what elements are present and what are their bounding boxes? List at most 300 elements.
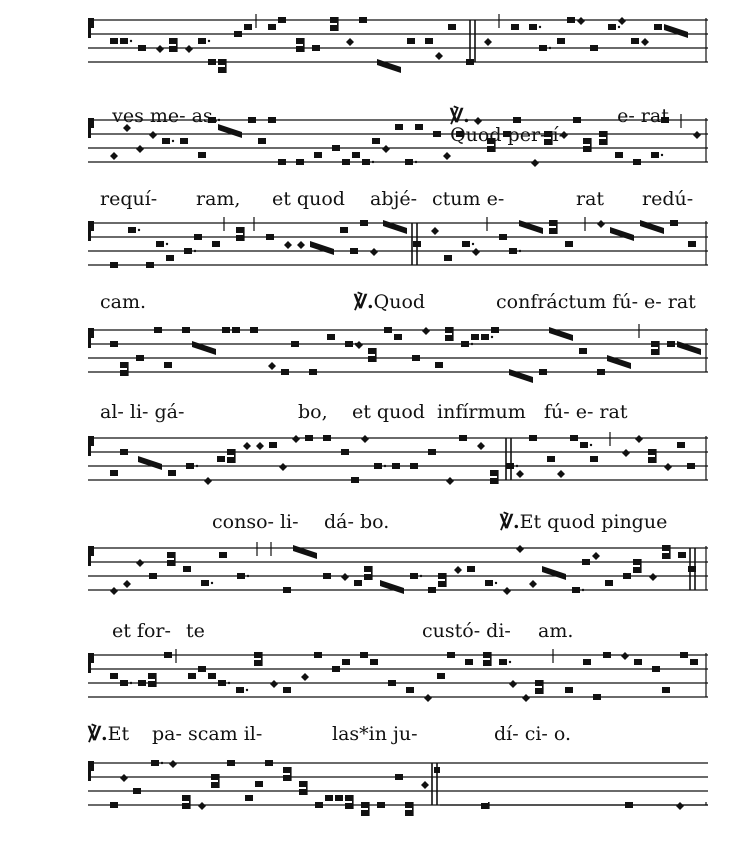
neume-square xyxy=(148,673,156,679)
lyric-syllable: ves me- as. xyxy=(112,105,219,127)
neume-square xyxy=(499,659,507,665)
lyric-syl xyxy=(544,403,627,422)
neume-square xyxy=(136,355,144,361)
neume-rhombus xyxy=(361,435,369,443)
neume-square xyxy=(597,369,605,375)
neume-square xyxy=(362,159,370,165)
neume-square xyxy=(428,449,436,455)
lyric-syllable: requí- xyxy=(100,188,158,210)
neume-dot xyxy=(491,336,493,338)
neume-porrectus xyxy=(640,220,664,234)
neume-dot xyxy=(549,47,551,49)
neume-square xyxy=(194,234,202,240)
lyric-syllable: dá- bo. xyxy=(324,511,390,533)
neume-square xyxy=(539,45,547,51)
neume-square xyxy=(299,789,307,795)
neume-rhombus xyxy=(516,470,524,478)
neume-rhombus xyxy=(346,38,354,46)
neume-square xyxy=(360,220,368,226)
neume-dot xyxy=(228,682,230,684)
neume-square xyxy=(110,262,118,268)
neume-porrectus xyxy=(664,24,688,38)
neume-square xyxy=(244,24,252,30)
neume-square xyxy=(633,559,641,565)
neume-square xyxy=(217,456,225,462)
neume-square xyxy=(481,803,489,809)
neume-stem xyxy=(189,795,191,809)
clef-mark xyxy=(88,221,94,231)
clef-stem xyxy=(88,128,91,138)
neume-stem xyxy=(174,552,176,566)
neume-square xyxy=(648,457,656,463)
neume-dot xyxy=(130,682,132,684)
neume-square xyxy=(485,580,493,586)
neume-dot xyxy=(161,762,163,764)
versicle-symbol: ℣. xyxy=(450,105,470,127)
neume-square xyxy=(218,680,226,686)
neume-square xyxy=(325,795,333,801)
neume-dot xyxy=(661,154,663,156)
neume-square xyxy=(283,687,291,693)
neume-rhombus xyxy=(618,17,626,25)
neume-porrectus xyxy=(607,355,631,369)
lyric-syllable: et quod xyxy=(272,188,345,210)
neume-porrectus xyxy=(677,341,701,355)
neume-square xyxy=(341,449,349,455)
neume-rhombus xyxy=(557,470,565,478)
neume-square xyxy=(392,463,400,469)
neume-rhombus xyxy=(110,587,118,595)
neume-dot xyxy=(172,140,174,142)
lyric-syllable: et for- xyxy=(112,620,171,642)
neume-square xyxy=(410,463,418,469)
neume-square xyxy=(120,362,128,368)
neume-rhombus xyxy=(256,442,264,450)
neume-stem xyxy=(306,781,308,795)
neume-dot xyxy=(130,40,132,42)
lyric-line-1 xyxy=(100,88,219,126)
lyric-syllable: Quod xyxy=(373,291,426,313)
neume-rhombus xyxy=(531,159,539,167)
neume-square xyxy=(678,552,686,558)
neume-square xyxy=(340,227,348,233)
neume-square xyxy=(361,802,369,808)
neume-rhombus xyxy=(529,580,537,588)
neume-square xyxy=(384,327,392,333)
lyric-syllable: am. xyxy=(538,620,574,642)
lyric-syllable: custó- di- xyxy=(422,620,511,642)
neume-square xyxy=(208,59,216,65)
neume-rhombus xyxy=(597,220,605,228)
neume-square xyxy=(180,138,188,144)
neume-stem xyxy=(290,767,292,781)
neume-square xyxy=(332,145,340,151)
neume-rhombus xyxy=(693,131,701,139)
neume-rhombus xyxy=(270,680,278,688)
neume-square xyxy=(236,227,244,233)
neume-square xyxy=(583,146,591,152)
neume-square xyxy=(406,687,414,693)
neume-square xyxy=(428,587,436,593)
lyric-syllable: fú- e- rat xyxy=(544,401,628,423)
neume-stem xyxy=(452,327,454,341)
neume-square xyxy=(491,327,499,333)
neume-square xyxy=(186,463,194,469)
neume-square xyxy=(314,652,322,658)
neume-square xyxy=(582,559,590,565)
lyric-syl xyxy=(437,403,526,422)
neume-square xyxy=(583,138,591,144)
neume-square xyxy=(283,767,291,773)
neume-dot xyxy=(420,575,422,577)
neume-square xyxy=(444,255,452,261)
neume-rhombus xyxy=(169,760,177,768)
neume-square xyxy=(437,673,445,679)
neume-square xyxy=(236,235,244,241)
neume-square xyxy=(579,348,587,354)
neume-square xyxy=(481,334,489,340)
neume-square xyxy=(258,138,266,144)
neume-porrectus xyxy=(138,456,162,470)
neume-square xyxy=(327,334,335,340)
neume-porrectus xyxy=(509,369,533,383)
neume-square xyxy=(438,573,446,579)
neume-square xyxy=(227,760,235,766)
neume-square xyxy=(445,335,453,341)
clef-mark xyxy=(88,436,94,446)
neume-stem xyxy=(640,559,642,573)
neume-square xyxy=(360,652,368,658)
neume-square xyxy=(565,241,573,247)
neume-square xyxy=(506,463,514,469)
neume-stem xyxy=(490,652,492,666)
neume-square xyxy=(182,795,190,801)
neume-square xyxy=(120,449,128,455)
lyric-syl xyxy=(100,190,157,209)
neume-square xyxy=(633,567,641,573)
neume-square xyxy=(662,545,670,551)
neume-square xyxy=(309,369,317,375)
neume-square xyxy=(278,159,286,165)
clef-mark xyxy=(88,546,94,556)
neume-rhombus xyxy=(292,435,300,443)
neume-square xyxy=(364,574,372,580)
clef-stem xyxy=(88,338,91,348)
neume-stem xyxy=(368,802,370,816)
neume-rhombus xyxy=(446,477,454,485)
neume-rhombus xyxy=(370,248,378,256)
neume-square xyxy=(354,580,362,586)
neume-dot xyxy=(472,243,474,245)
neume-square xyxy=(296,46,304,52)
lyric-syllable: et quod xyxy=(352,401,425,423)
neume-rhombus xyxy=(110,152,118,160)
lyric-syllable: ram, xyxy=(196,188,241,210)
neume-square xyxy=(352,152,360,158)
neume-rhombus xyxy=(676,802,684,810)
lyric-syllable: Et xyxy=(107,723,130,745)
neume-porrectus xyxy=(383,220,407,234)
neume-rhombus xyxy=(641,38,649,46)
neume-square xyxy=(323,573,331,579)
neume-square xyxy=(483,652,491,658)
neume-square xyxy=(296,159,304,165)
neume-square xyxy=(146,262,154,268)
neume-square xyxy=(465,659,473,665)
neume-rhombus xyxy=(516,545,524,553)
neume-rhombus xyxy=(477,442,485,450)
lyric-syl xyxy=(100,293,146,312)
lyric-syl xyxy=(494,725,571,744)
neume-dot xyxy=(519,250,521,252)
neume-square xyxy=(405,802,413,808)
neume-porrectus xyxy=(519,220,543,234)
neume-rhombus xyxy=(149,131,157,139)
neume-rhombus xyxy=(484,38,492,46)
neume-rhombus xyxy=(577,17,585,25)
neume-square xyxy=(405,159,413,165)
neume-stem xyxy=(371,566,373,580)
neume-rhombus xyxy=(664,463,672,471)
neume-square xyxy=(232,327,240,333)
neume-square xyxy=(208,673,216,679)
clef-stem xyxy=(88,556,91,566)
neume-stem xyxy=(590,138,592,152)
neume-stem xyxy=(412,802,414,816)
neume-square xyxy=(120,38,128,44)
neume-square xyxy=(350,248,358,254)
lyric-syl xyxy=(432,190,504,209)
neume-porrectus xyxy=(377,59,401,73)
neume-square xyxy=(138,45,146,51)
neume-rhombus xyxy=(649,573,657,581)
neume-rhombus xyxy=(522,694,530,702)
neume-stem xyxy=(606,131,608,145)
neume-square xyxy=(166,255,174,261)
neume-square xyxy=(198,666,206,672)
neume-square xyxy=(164,652,172,658)
neume-square xyxy=(651,152,659,158)
neume-square xyxy=(631,38,639,44)
neume-square xyxy=(570,435,578,441)
neume-dot xyxy=(618,26,620,28)
neume-stem xyxy=(658,341,660,355)
neume-square xyxy=(603,652,611,658)
neume-rhombus xyxy=(503,587,511,595)
neume-square xyxy=(182,803,190,809)
neume-square xyxy=(222,327,230,333)
neume-dot xyxy=(246,689,248,691)
neume-dot xyxy=(539,26,541,28)
versicle-symbol: ℣. xyxy=(354,291,374,313)
neume-square xyxy=(351,477,359,483)
neume-square xyxy=(218,67,226,73)
neume-square xyxy=(590,456,598,462)
neume-rhombus xyxy=(621,652,629,660)
neume-square xyxy=(345,795,353,801)
neume-square xyxy=(459,435,467,441)
lyric-syl xyxy=(500,513,667,532)
lyric-syllable: cam. xyxy=(100,291,147,313)
neume-square xyxy=(211,782,219,788)
neume-dot xyxy=(196,465,198,467)
clef-stem xyxy=(88,28,91,38)
clef-stem xyxy=(88,231,91,241)
neume-square xyxy=(167,560,175,566)
neume-dot xyxy=(211,582,213,584)
lyric-syllable: ctum e- xyxy=(432,188,505,210)
lyric-syl xyxy=(422,622,511,641)
neume-rhombus xyxy=(198,802,206,810)
neume-rhombus xyxy=(297,241,305,249)
neume-square xyxy=(687,463,695,469)
lyric-syl xyxy=(642,190,693,209)
neume-square xyxy=(268,117,276,123)
neume-square xyxy=(312,45,320,51)
lyric-syl xyxy=(152,725,262,744)
neume-rhombus xyxy=(635,435,643,443)
clef-mark xyxy=(88,118,94,128)
neume-square xyxy=(183,566,191,572)
neume-square xyxy=(623,573,631,579)
neume-square xyxy=(461,341,469,347)
neume-square xyxy=(529,435,537,441)
neume-square xyxy=(670,220,678,226)
neume-square xyxy=(168,470,176,476)
neume-square xyxy=(151,760,159,766)
neume-rhombus xyxy=(454,566,462,574)
neume-rhombus xyxy=(120,774,128,782)
lyric-syllable: Quod per- í- xyxy=(450,124,565,146)
neume-square xyxy=(268,24,276,30)
neume-rhombus xyxy=(284,241,292,249)
neume-square xyxy=(599,131,607,137)
neume-dot xyxy=(509,661,511,663)
neume-square xyxy=(156,241,164,247)
lyric-syl xyxy=(212,513,299,532)
neume-square xyxy=(361,810,369,816)
neume-square xyxy=(211,774,219,780)
neume-square xyxy=(690,659,698,665)
lyric-line-1c xyxy=(605,88,669,126)
neume-rhombus xyxy=(185,45,193,53)
lyric-syl xyxy=(272,190,345,209)
neume-square xyxy=(483,660,491,666)
neume-rhombus xyxy=(431,227,439,235)
lyric-syl xyxy=(576,190,604,209)
lyric-syllable: confráctum fú- e- rat xyxy=(496,291,696,313)
lyric-syllable: pa- scam il- xyxy=(152,723,263,745)
neume-square xyxy=(448,24,456,30)
neume-square xyxy=(278,17,286,23)
neume-porrectus xyxy=(549,327,573,341)
neume-square xyxy=(201,580,209,586)
neume-square xyxy=(342,159,350,165)
neume-square xyxy=(535,688,543,694)
asterisk: * xyxy=(359,723,369,745)
neume-square xyxy=(651,349,659,355)
neume-dot xyxy=(166,243,168,245)
neume-porrectus xyxy=(310,241,334,255)
neume-square xyxy=(128,227,136,233)
neume-square xyxy=(250,327,258,333)
neume-rhombus xyxy=(382,145,390,153)
neume-square xyxy=(330,17,338,23)
neume-rhombus xyxy=(421,781,429,789)
clef-stem xyxy=(88,446,91,456)
neume-square xyxy=(332,666,340,672)
neume-square xyxy=(248,117,256,123)
neume-square xyxy=(549,220,557,226)
neume-square xyxy=(254,660,262,666)
lyric-syl xyxy=(354,293,425,312)
lyric-syl xyxy=(186,622,205,641)
neume-stem xyxy=(655,449,657,463)
neume-square xyxy=(342,659,350,665)
neume-square xyxy=(291,341,299,347)
neume-porrectus xyxy=(192,341,216,355)
neume-square xyxy=(227,457,235,463)
neume-stem xyxy=(127,362,129,376)
neume-dot xyxy=(415,161,417,163)
neume-square xyxy=(394,334,402,340)
neume-square xyxy=(359,17,367,23)
neume-rhombus xyxy=(136,145,144,153)
neume-square xyxy=(662,553,670,559)
neume-square xyxy=(182,327,190,333)
neume-square xyxy=(133,788,141,794)
neume-rhombus xyxy=(472,248,480,256)
neume-dot xyxy=(247,575,249,577)
lyric-syl xyxy=(88,725,129,744)
neume-square xyxy=(345,803,353,809)
neume-porrectus xyxy=(542,566,566,580)
neume-square xyxy=(634,659,642,665)
lyric-syllable: Et quod pingue xyxy=(519,511,668,533)
lyric-syl xyxy=(538,622,573,641)
neume-square xyxy=(377,802,385,808)
neume-square xyxy=(254,652,262,658)
neume-rhombus xyxy=(355,341,363,349)
neume-square xyxy=(237,573,245,579)
neume-square xyxy=(608,24,616,30)
neume-stem xyxy=(303,38,305,52)
neume-dot xyxy=(471,343,473,345)
lyric-syl xyxy=(100,403,184,422)
clef-mark xyxy=(88,18,94,28)
neume-stem xyxy=(352,795,354,809)
neume-square xyxy=(234,31,242,37)
neume-square xyxy=(372,138,380,144)
neume-square xyxy=(435,362,443,368)
neume-square xyxy=(169,38,177,44)
neume-square xyxy=(265,760,273,766)
neume-square xyxy=(405,810,413,816)
neume-square xyxy=(388,680,396,686)
neume-stem xyxy=(556,220,558,234)
neume-stem xyxy=(669,545,671,559)
neume-square xyxy=(368,348,376,354)
neume-square xyxy=(110,802,118,808)
neume-square xyxy=(315,802,323,808)
neume-square xyxy=(499,234,507,240)
lyric-line-1b xyxy=(438,88,565,145)
neume-rhombus xyxy=(424,694,432,702)
neume-square xyxy=(438,581,446,587)
neume-square xyxy=(462,241,470,247)
neume-square xyxy=(374,463,382,469)
neume-stem xyxy=(243,227,245,241)
